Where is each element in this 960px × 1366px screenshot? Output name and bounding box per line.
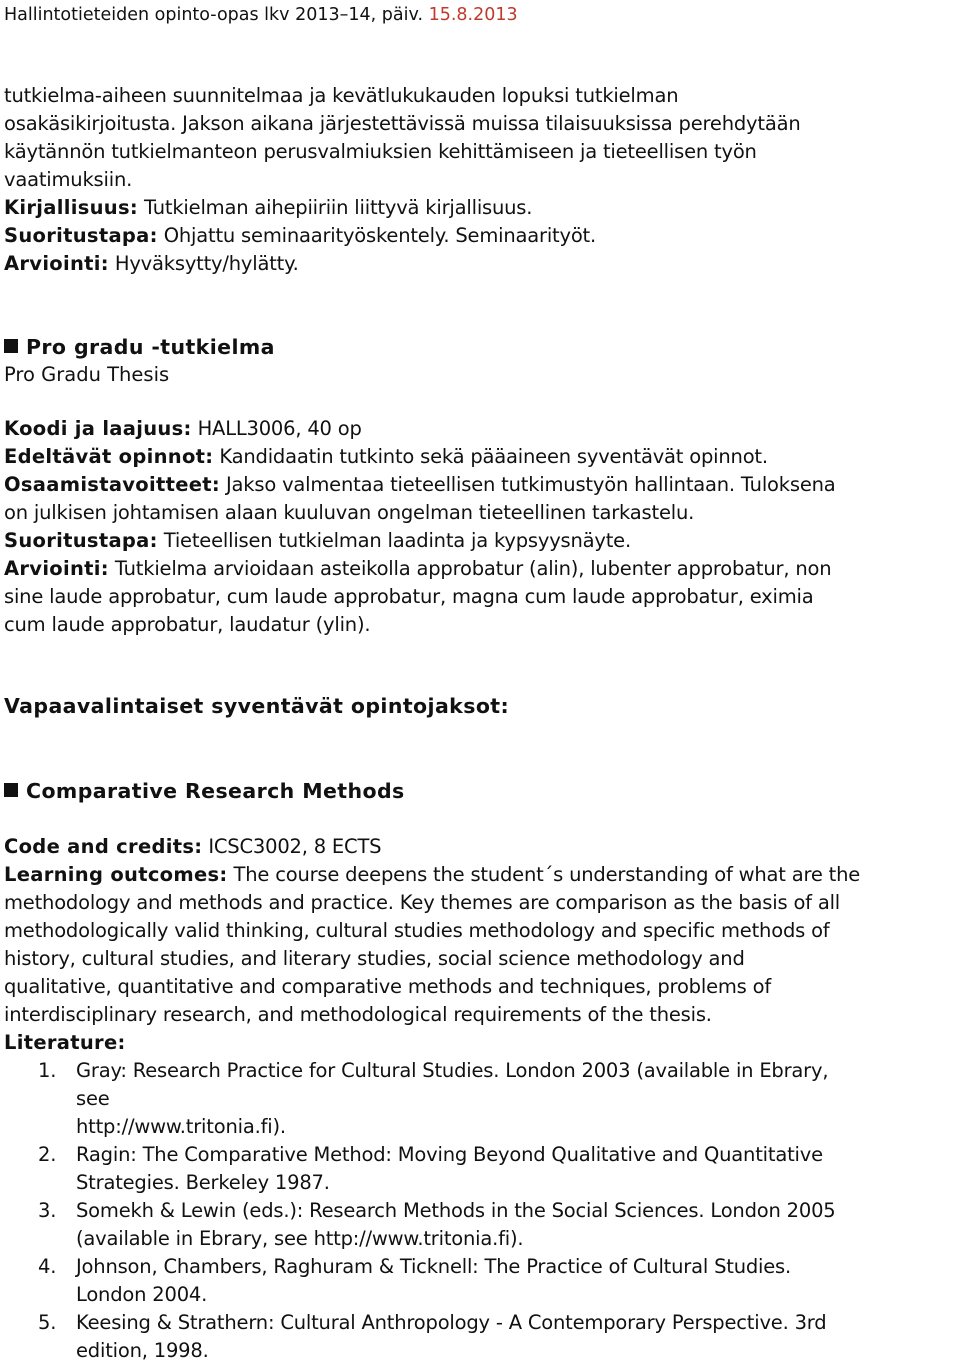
literature-line: Keesing & Strathern: Cultural Anthropology - A Contemporary Perspective. 3rd bbox=[76, 1311, 827, 1334]
intro-line-2: osakäsikirjoitusta. Jakson aikana järjestettävissä muissa tilaisuuksissa perehdytään bbox=[4, 112, 801, 135]
literature-line: London 2004. bbox=[76, 1283, 208, 1306]
literature-item bbox=[4, 1253, 954, 1309]
learning-line-3: methodologically valid thinking, cultural studies methodology and specific methods of bbox=[4, 919, 830, 942]
comparative-title: Comparative Research Methods bbox=[26, 779, 405, 803]
pro-gradu-title: Pro gradu -tutkielma bbox=[26, 335, 275, 359]
suoritustapa-label: Suoritustapa: bbox=[4, 224, 158, 247]
pg-suoritustapa-value: Tieteellisen tutkielman laadinta ja kypsyysnäyte. bbox=[157, 529, 631, 552]
comparative-heading bbox=[4, 777, 405, 805]
pro-gradu-details bbox=[4, 415, 960, 639]
pro-gradu-subtitle: Pro Gradu Thesis bbox=[4, 363, 170, 386]
osaamis-line-2: on julkisen johtamisen alaan kuuluvan ongelman tieteellinen tarkastelu. bbox=[4, 501, 695, 524]
literature-line: see bbox=[76, 1087, 110, 1110]
learning-line-6: interdisciplinary research, and methodological requirements of the thesis. bbox=[4, 1003, 712, 1026]
literature-line: Gray: Research Practice for Cultural Studies. London 2003 (available in Ebrary, bbox=[76, 1059, 829, 1082]
square-bullet-icon bbox=[4, 339, 18, 353]
learning-line-5: qualitative, quantitative and comparative methods and techniques, problems of bbox=[4, 975, 772, 998]
literature-item bbox=[4, 1197, 954, 1253]
arviointi-value: Hyväksytty/hylätty. bbox=[108, 252, 299, 275]
vapaavalintaiset-heading: Vapaavalintaiset syventävät opintojaksot: bbox=[4, 694, 510, 718]
literature-line: Strategies. Berkeley 1987. bbox=[76, 1171, 330, 1194]
koodi-label: Koodi ja laajuus: bbox=[4, 417, 192, 440]
literature-line: Johnson, Chambers, Raghuram & Ticknell: The Practice of Cultural Studies. bbox=[76, 1255, 792, 1278]
literature-line: (available in Ebrary, see http://www.tritonia.fi). bbox=[76, 1227, 524, 1250]
intro-line-3: käytännön tutkielmanteon perusvalmiuksien kehittämiseen ja tieteellisen työn bbox=[4, 140, 757, 163]
learning-line-1: The course deepens the student´s understanding of what are the bbox=[227, 863, 861, 886]
pg-arviointi-line-1: Tutkielma arvioidaan asteikolla approbatur (alin), lubenter approbatur, non bbox=[108, 557, 832, 580]
literature-item bbox=[4, 1141, 954, 1197]
literature-line: http://www.tritonia.fi). bbox=[76, 1115, 286, 1138]
pg-arviointi-row bbox=[4, 555, 960, 583]
literature-number: 3. bbox=[38, 1199, 57, 1222]
osaamis-label: Osaamistavoitteet: bbox=[4, 473, 220, 496]
osaamis-line-1: Jakso valmentaa tieteellisen tutkimustyön hallintaan. Tuloksena bbox=[220, 473, 836, 496]
literature-line: Ragin: The Comparative Method: Moving Beyond Qualitative and Quantitative bbox=[76, 1143, 823, 1166]
literature-number: 1. bbox=[38, 1059, 57, 1082]
literature-line: Somekh & Lewin (eds.): Research Methods in the Social Sciences. London 2005 bbox=[76, 1199, 836, 1222]
intro-line-1: tutkielma-aiheen suunnitelmaa ja kevätlukukauden lopuksi tutkielman bbox=[4, 84, 679, 107]
code-row bbox=[4, 833, 960, 861]
literature-number: 5. bbox=[38, 1311, 57, 1334]
comparative-details bbox=[4, 833, 960, 1057]
header-date: 15.8.2013 bbox=[428, 5, 518, 25]
learning-line-4: history, cultural studies, and literary studies, social science methodology and bbox=[4, 947, 745, 970]
header-text: Hallintotieteiden opinto-opas lkv 2013–14, päiv. bbox=[4, 5, 429, 25]
literature-list bbox=[4, 1057, 954, 1365]
pg-arviointi-label: Arviointi: bbox=[4, 557, 109, 580]
edeltavat-row bbox=[4, 443, 960, 471]
code-value: ICSC3002, 8 ECTS bbox=[202, 835, 382, 858]
intro-line-4: vaatimuksiin. bbox=[4, 168, 133, 191]
literature-number: 4. bbox=[38, 1255, 57, 1278]
edeltavat-label: Edeltävät opinnot: bbox=[4, 445, 214, 468]
pro-gradu-heading bbox=[4, 333, 275, 361]
koodi-value: HALL3006, 40 op bbox=[191, 417, 362, 440]
code-label: Code and credits: bbox=[4, 835, 203, 858]
koodi-row bbox=[4, 415, 960, 443]
page-header bbox=[4, 3, 518, 27]
pg-arviointi-line-2: sine laude approbatur, cum laude approbatur, magna cum laude approbatur, eximia bbox=[4, 585, 814, 608]
square-bullet-icon bbox=[4, 783, 18, 797]
suoritustapa-value: Ohjattu seminaarityöskentely. Seminaarityöt. bbox=[157, 224, 597, 247]
learning-row bbox=[4, 861, 960, 889]
learning-line-2: methodology and methods and practice. Key themes are comparison as the basis of all bbox=[4, 891, 841, 914]
intro-section bbox=[4, 82, 960, 278]
pg-suoritustapa-label: Suoritustapa: bbox=[4, 529, 158, 552]
kirjallisuus-value: Tutkielman aihepiiriin liittyvä kirjallisuus. bbox=[137, 196, 533, 219]
pg-arviointi-line-3: cum laude approbatur, laudatur (ylin). bbox=[4, 613, 371, 636]
edeltavat-value: Kandidaatin tutkinto sekä pääaineen syventävät opinnot. bbox=[213, 445, 768, 468]
literature-number: 2. bbox=[38, 1143, 57, 1166]
literature-item bbox=[4, 1057, 954, 1141]
intro-kirjallisuus bbox=[4, 194, 960, 222]
kirjallisuus-label: Kirjallisuus: bbox=[4, 196, 138, 219]
intro-arviointi bbox=[4, 250, 960, 278]
pg-suoritustapa-row bbox=[4, 527, 960, 555]
arviointi-label: Arviointi: bbox=[4, 252, 109, 275]
literature-label: Literature: bbox=[4, 1031, 126, 1054]
learning-label: Learning outcomes: bbox=[4, 863, 228, 886]
literature-item bbox=[4, 1309, 954, 1365]
intro-suoritustapa bbox=[4, 222, 960, 250]
literature-line: edition, 1998. bbox=[76, 1339, 209, 1362]
osaamis-row bbox=[4, 471, 960, 499]
